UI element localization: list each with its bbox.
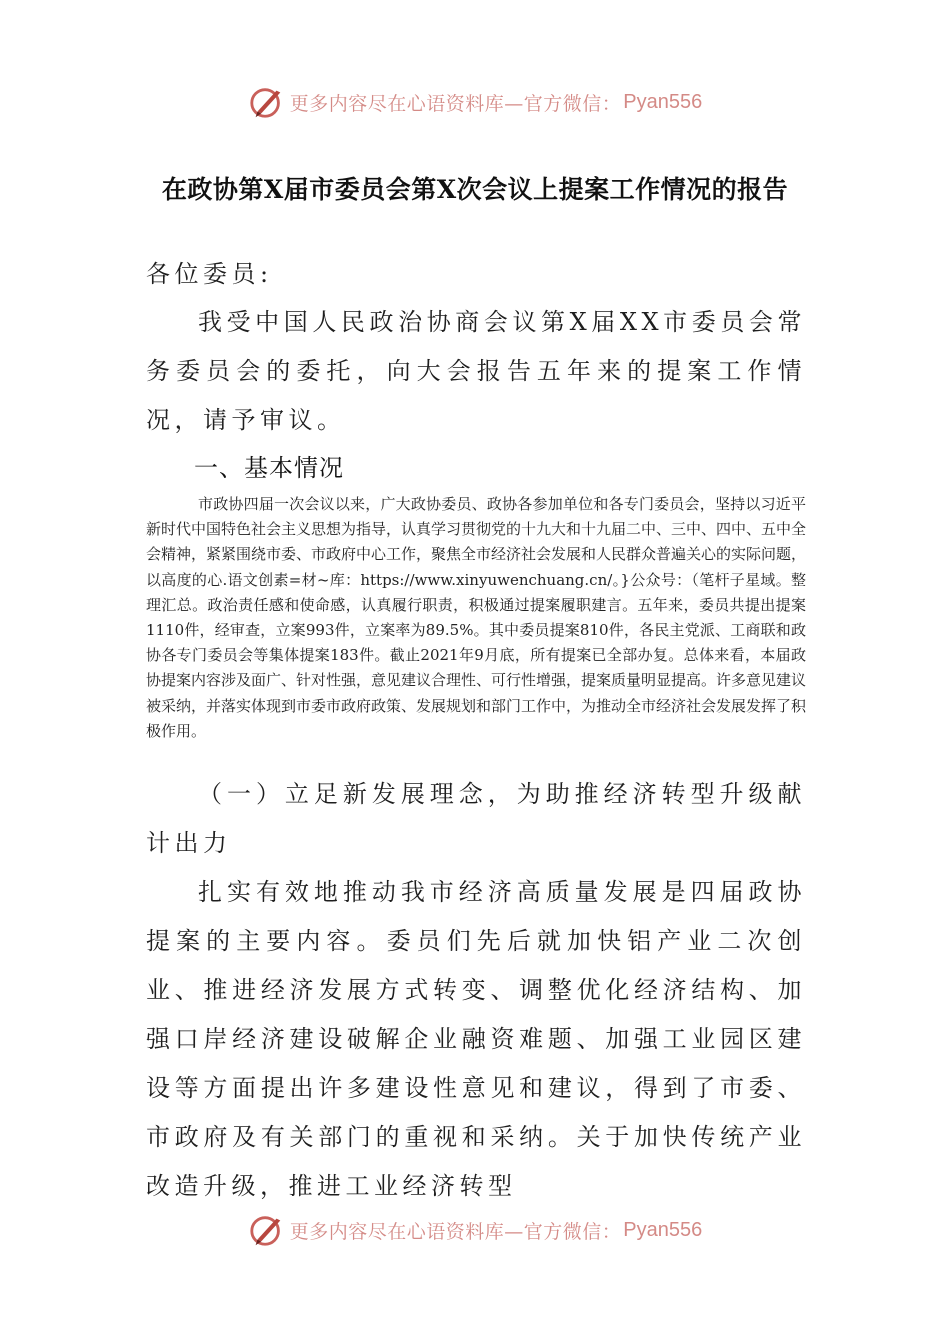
pen-circle-logo-icon: [248, 83, 286, 121]
watermark-handle: Pyan556: [623, 1218, 703, 1241]
watermark-text: 更多内容尽在心语资料库—官方微信：: [289, 1220, 622, 1243]
intro-paragraph: 我受中国人民政治协商会议第X届XX市委员会常务委员会的委托，向大会报告五年来的提案工作情况，请予审议。: [146, 308, 806, 434]
subsection-heading: （一）立足新发展理念，为助推经济转型升级献计出力: [146, 780, 806, 857]
section-paragraph: 市政协四届一次会议以来，广大政协委员、政协各参加单位和各专门委员会，坚持以习近平新时代中国特色社会主义思想为指导，认真学习贯彻党的十九大和十九届二中、三中、四中、五中全会精神，紧紧围绕市委、市政府中心工作，聚焦全市经济社会发展和人民群众普遍关心的实际问题，以高度的心.语文创素=材~库：https://www.xinyuwenchuang.cn/。}公众号：（笔杆子星域。整理汇总。政治责任感和使命感，认真履行职责，积极通过提案履职建言。五年来，委员共提出提案1110件，经审查，立案993件，立案率为89.5%。其中委员提案810件，各民主党派、工商联和政协各专门委员会等集体提案183件。截止2021年9月底，所有提案已全部办复。总体来看，本届政协提案内容涉及面广、针对性强，意见建议合理性、可行性增强，提案质量明显提高。许多意见建议被采纳，并落实体现到市委市政府政策、发展规划和部门工作中，为推动全市经济社会发展发挥了积极作用。: [146, 495, 807, 740]
watermark-banner-top: [0, 80, 950, 124]
watermark-banner-bottom: [0, 1208, 950, 1252]
watermark-handle: Pyan556: [623, 90, 703, 113]
document-title: 在政协第X届市委员会第X次会议上提案工作情况的报告: [161, 175, 789, 204]
watermark-text: 更多内容尽在心语资料库—官方微信：: [289, 92, 622, 115]
pen-circle-logo-icon: [248, 1211, 286, 1249]
section-heading: 一、基本情况: [194, 454, 344, 482]
salutation: 各位委员:: [146, 260, 273, 288]
body-paragraph: 扎实有效地推动我市经济高质量发展是四届政协提案的主要内容。委员们先后就加快铝产业二次创业、推进经济发展方式转变、调整优化经济结构、加强口岸经济建设破解企业融资难题、加强工业园区建设等方面提出许多建设性意见和建议，得到了市委、市政府及有关部门的重视和采纳。关于加快传统产业改造升级，推进工业经济转型: [146, 878, 806, 1200]
